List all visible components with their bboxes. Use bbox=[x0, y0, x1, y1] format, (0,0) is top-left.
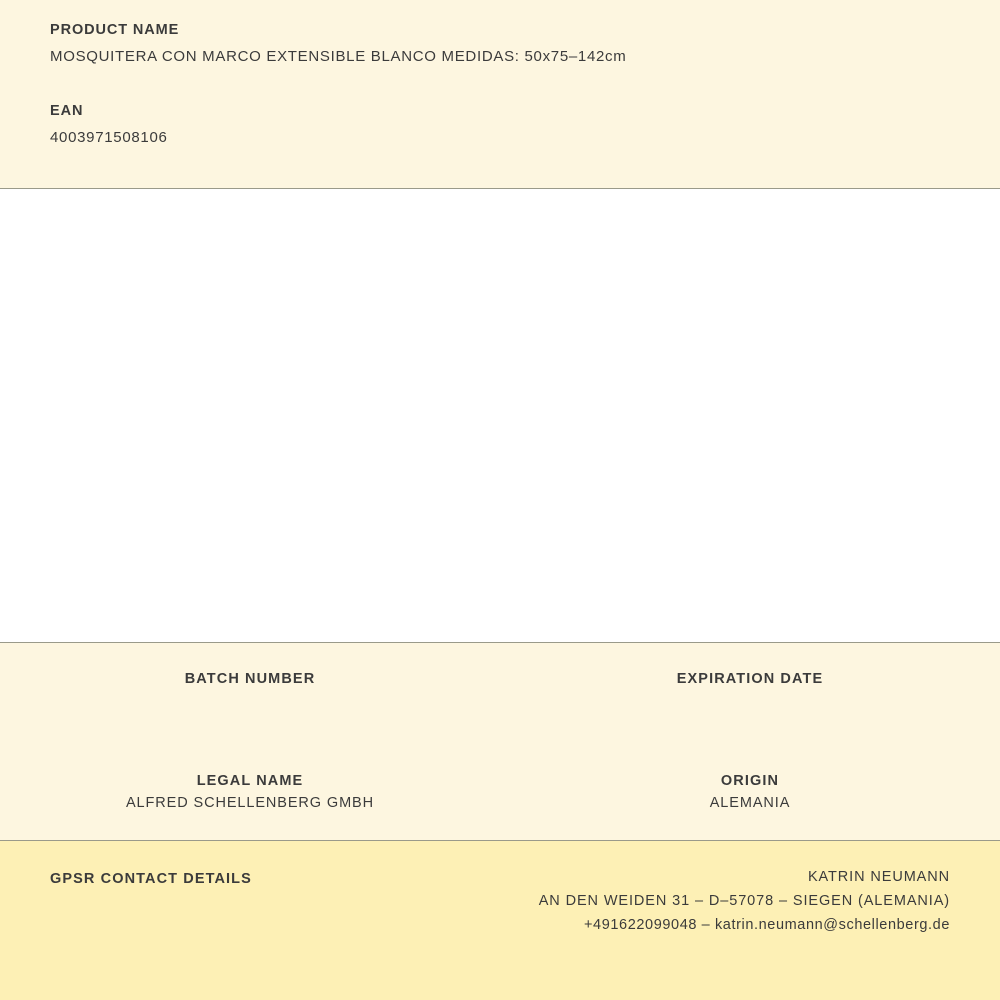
ean-value: 4003971508106 bbox=[50, 129, 168, 146]
legal-name-cell bbox=[0, 773, 500, 813]
origin-value: ALEMANIA bbox=[709, 795, 791, 811]
product-name-label: PRODUCT NAME bbox=[50, 22, 180, 38]
gpsr-contact-title: GPSR CONTACT DETAILS bbox=[50, 871, 252, 887]
attributes-row-first bbox=[0, 671, 1000, 711]
origin-label: ORIGIN bbox=[720, 773, 780, 789]
attributes-row-second bbox=[0, 773, 1000, 813]
origin-cell bbox=[500, 773, 1000, 813]
ean-label: EAN bbox=[50, 103, 84, 119]
blank-content-area bbox=[0, 189, 1000, 643]
gpsr-contact-phone-email: +491622099048 – katrin.neumann@schellenberg.de bbox=[583, 917, 950, 933]
gpsr-contact-address: AN DEN WEIDEN 31 – D–57078 – SIEGEN (ALEMANIA) bbox=[538, 893, 950, 909]
gpsr-contact-details bbox=[539, 869, 950, 941]
product-identification-block bbox=[0, 0, 1000, 189]
expiration-date-label: EXPIRATION DATE bbox=[676, 671, 824, 687]
gpsr-contact-block bbox=[0, 841, 1000, 1000]
batch-number-value bbox=[0, 693, 500, 711]
gpsr-contact-person: KATRIN NEUMANN bbox=[807, 869, 950, 885]
legal-name-label: LEGAL NAME bbox=[196, 773, 304, 789]
expiration-date-value bbox=[500, 693, 1000, 711]
batch-number-cell bbox=[0, 671, 500, 711]
ean-field bbox=[50, 103, 950, 146]
legal-name-value: ALFRED SCHELLENBERG GMBH bbox=[125, 795, 374, 811]
batch-number-label: BATCH NUMBER bbox=[184, 671, 316, 687]
product-attributes-block bbox=[0, 643, 1000, 841]
product-name-field bbox=[50, 22, 950, 65]
product-name-value: MOSQUITERA CON MARCO EXTENSIBLE BLANCO MEDIDAS: 50x75–142cm bbox=[50, 48, 627, 65]
expiration-date-cell bbox=[500, 671, 1000, 711]
